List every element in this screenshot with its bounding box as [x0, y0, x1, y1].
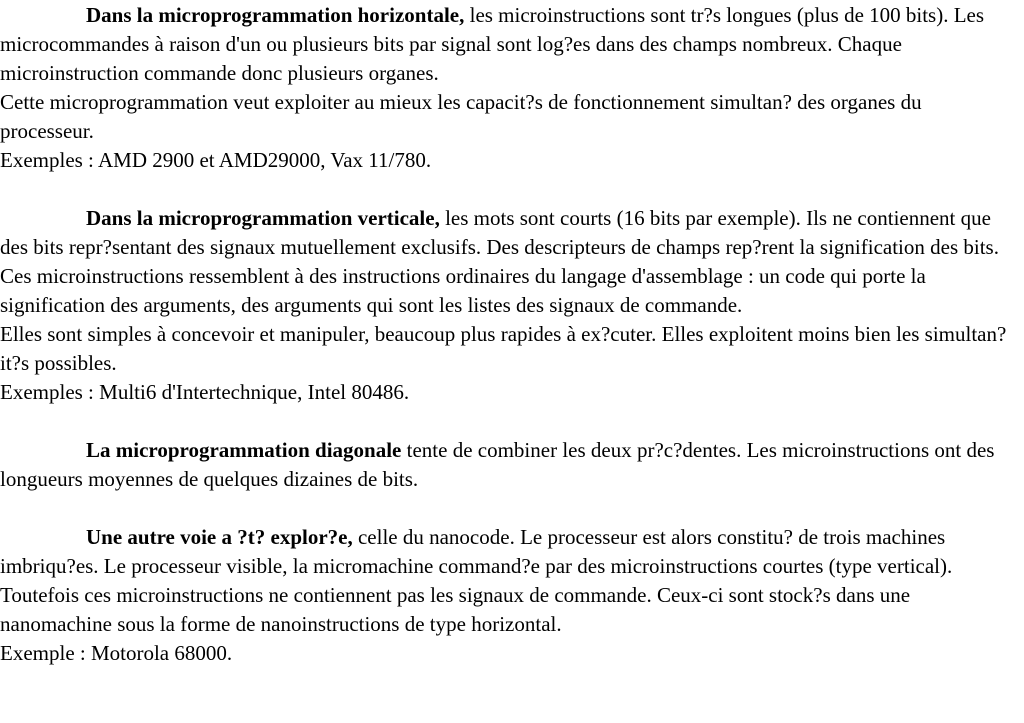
heading-nanocode: Une autre voie a ?t? explor?e,: [86, 525, 353, 549]
section-gap: [0, 175, 1010, 204]
line-vertical-simple: Elles sont simples à concevoir et manipuler, beaucoup plus rapides à ex?cuter. Elles exploitent moins bien les simultan?it?s possibles.: [0, 322, 1007, 375]
heading-diagonal: La microprogrammation diagonale: [86, 438, 402, 462]
paragraph-nanocode: [0, 523, 1010, 639]
line-vertical-examples: Exemples : Multi6 d'Intertechnique, Intel 80486.: [0, 380, 410, 404]
text-horizontal: les microinstructions sont tr?s longues (plus de 100 bits). Les microcommandes à raison d'un ou plusieurs bits par signal sont log?es dans des champs nombreux. Chaque microinstruction commande donc plusieurs organes.: [0, 3, 985, 85]
section-gap: [0, 494, 1010, 523]
heading-horizontal: Dans la microprogrammation horizontale,: [86, 3, 465, 27]
heading-vertical: Dans la microprogrammation verticale,: [86, 206, 440, 230]
paragraph-diagonal: [0, 436, 1010, 494]
paragraph-vertical: [0, 204, 1010, 320]
section-gap: [0, 407, 1010, 436]
section-nanocode: [0, 523, 1010, 668]
text-diagonal: tente de combiner les deux pr?c?dentes. Les microinstructions ont des longueurs moyennes de quelques dizaines de bits.: [0, 438, 995, 491]
section-diagonal: [0, 436, 1010, 494]
line-horizontal-examples: Exemples : AMD 2900 et AMD29000, Vax 11/780.: [0, 148, 432, 172]
paragraph-horizontal: [0, 1, 1010, 88]
line-horizontal-capacities: Cette microprogrammation veut exploiter au mieux les capacit?s de fonctionnement simultan? des organes du processeur.: [0, 90, 922, 143]
text-nanocode: celle du nanocode. Le processeur est alors constitu? de trois machines imbriqu?es. Le processeur visible, la micromachine command?e par des microinstructions courtes (type vertical). Toutefois ces microinstructions ne contiennent pas les signaux de commande. Ceux-ci sont stock?s dans une nanomachine sous la forme de nanoinstructions de type horizontal.: [0, 525, 953, 636]
line-nanocode-example: Exemple : Motorola 68000.: [0, 641, 233, 665]
section-horizontal: [0, 1, 1010, 175]
text-vertical: les mots sont courts (16 bits par exemple). Ils ne contiennent que des bits repr?sentant des signaux mutuellement exclusifs. Des descripteurs de champs rep?rent la signification des bits. Ces microinstructions ressemblent à des instructions ordinaires du langage d'assemblage : un code qui porte la signification des arguments, des arguments qui sont les listes des signaux de commande.: [0, 206, 999, 317]
section-vertical: [0, 204, 1010, 407]
